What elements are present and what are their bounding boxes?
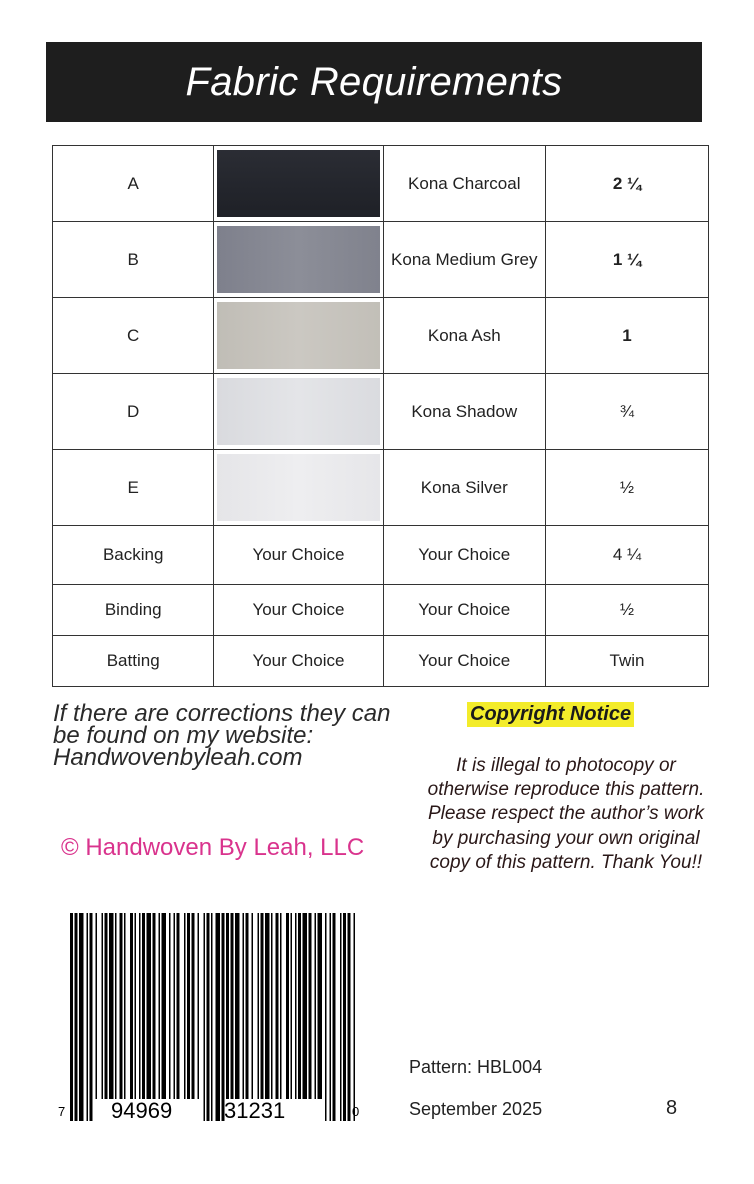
barcode-bar	[187, 913, 190, 1099]
page-title: Fabric Requirements	[185, 59, 563, 104]
barcode-bar	[139, 913, 141, 1099]
corrections-note: If there are corrections they can be found on my website: Handwovenbyleah.com	[53, 700, 391, 771]
barcode-bar	[271, 913, 273, 1099]
barcode-bar	[124, 913, 126, 1099]
barcode-bar	[309, 913, 312, 1099]
page-number: 8	[666, 1097, 678, 1119]
fabric-table	[52, 145, 709, 687]
barcode-bar	[295, 913, 297, 1099]
fabric-swatch	[217, 378, 379, 445]
barcode-bar	[318, 913, 323, 1099]
barcode-bar	[159, 913, 161, 1099]
barcode-bar	[105, 913, 108, 1099]
barcode-bar	[330, 913, 332, 1121]
barcode-bar	[333, 913, 336, 1121]
fabric-row	[53, 374, 709, 450]
barcode-bar	[207, 913, 210, 1121]
barcode-first-digit: 7	[58, 1104, 66, 1119]
row-name: Your Choice	[383, 636, 545, 687]
fabric-label: E	[53, 450, 214, 526]
barcode-bar	[235, 913, 240, 1099]
row-fabric: Your Choice	[214, 585, 383, 636]
fabric-amount: ½	[546, 450, 709, 526]
fabric-name: Kona Ash	[383, 298, 545, 374]
barcode-bar	[291, 913, 293, 1099]
barcode-last-digit: 0	[352, 1104, 360, 1119]
fabric-name: Kona Charcoal	[383, 146, 545, 222]
barcode-bar	[348, 913, 351, 1121]
barcode-bar	[252, 913, 254, 1099]
barcode-bar	[130, 913, 133, 1099]
fabric-row	[53, 298, 709, 374]
fabric-row	[53, 146, 709, 222]
barcode-bar	[174, 913, 176, 1099]
barcode-bar	[153, 913, 156, 1099]
barcode-bar	[192, 913, 195, 1099]
barcode-bar	[109, 913, 114, 1099]
pattern-number: Pattern: HBL004	[409, 1057, 543, 1077]
barcode-bar	[243, 913, 245, 1099]
barcode-bar	[265, 913, 270, 1099]
barcode-bar	[246, 913, 249, 1099]
barcode-bar	[96, 913, 98, 1099]
company-copyright: © Handwoven By Leah, LLC	[61, 834, 365, 861]
barcode-bar	[75, 913, 78, 1121]
barcode-bar	[204, 913, 206, 1121]
barcode-bar	[115, 913, 117, 1099]
barcode-bar	[120, 913, 123, 1099]
fabric-amount: 1 ¼	[546, 222, 709, 298]
barcode-bar	[343, 913, 346, 1121]
row-label: Binding	[53, 585, 214, 636]
barcode-bar	[298, 913, 301, 1099]
barcode-bar	[258, 913, 260, 1099]
requirement-row	[53, 585, 709, 636]
barcode-bar	[70, 913, 73, 1121]
publication-date: September 2025	[409, 1099, 543, 1119]
barcode-bar	[102, 913, 104, 1099]
fabric-amount: 2 ¼	[546, 146, 709, 222]
barcode	[54, 913, 366, 1125]
barcode-bar	[169, 913, 171, 1099]
fabric-label: D	[53, 374, 214, 450]
fabric-row	[53, 450, 709, 526]
barcode-bar	[142, 913, 145, 1099]
fabric-name: Kona Shadow	[383, 374, 545, 450]
barcode-bar	[286, 913, 289, 1099]
header-banner	[46, 42, 702, 122]
barcode-bar	[280, 913, 282, 1099]
copyright-notice-text: It is illegal to photocopy or otherwise reproduce this pattern. Please respect the author’s work by purchasing your own original copy of this pattern. Thank You!!	[427, 755, 705, 873]
fabric-label: C	[53, 298, 214, 374]
row-label: Batting	[53, 636, 214, 687]
barcode-bar	[315, 913, 317, 1099]
barcode-bar	[211, 913, 213, 1121]
fabric-swatch	[217, 150, 379, 217]
barcode-bar	[162, 913, 167, 1099]
row-label: Backing	[53, 526, 214, 585]
row-amount: ½	[546, 585, 709, 636]
barcode-bar	[354, 913, 356, 1121]
fabric-label: A	[53, 146, 214, 222]
barcode-left-digits: 94969	[111, 1098, 173, 1123]
copyright-title: Copyright Notice	[467, 702, 634, 727]
barcode-bar	[184, 913, 186, 1099]
barcode-bar	[325, 913, 327, 1121]
barcode-bar	[261, 913, 264, 1099]
barcode-bar	[90, 913, 93, 1121]
fabric-amount: 1	[546, 298, 709, 374]
requirement-row	[53, 526, 709, 585]
row-fabric: Your Choice	[214, 526, 383, 585]
fabric-name: Kona Silver	[383, 450, 545, 526]
barcode-bar	[222, 913, 225, 1121]
barcode-bar	[177, 913, 180, 1099]
barcode-bar	[276, 913, 279, 1099]
row-amount: 4 ¼	[546, 526, 709, 585]
fabric-row	[53, 222, 709, 298]
fabric-swatch	[217, 226, 379, 293]
barcode-bar	[198, 913, 200, 1099]
barcode-bar	[79, 913, 84, 1121]
fabric-swatch	[217, 302, 379, 369]
row-name: Your Choice	[383, 585, 545, 636]
barcode-bar	[135, 913, 137, 1099]
barcode-bar	[231, 913, 234, 1099]
barcode-bar	[303, 913, 308, 1099]
barcode-bar	[340, 913, 342, 1121]
row-fabric: Your Choice	[214, 636, 383, 687]
row-name: Your Choice	[383, 526, 545, 585]
barcode-right-digits: 31231	[224, 1098, 286, 1123]
barcode-bar	[226, 913, 229, 1099]
fabric-amount: ¾	[546, 374, 709, 450]
barcode-bar	[147, 913, 152, 1099]
fabric-label: B	[53, 222, 214, 298]
requirement-row	[53, 636, 709, 687]
barcode-bar	[87, 913, 89, 1121]
row-amount: Twin	[546, 636, 709, 687]
fabric-swatch	[217, 454, 379, 521]
fabric-name: Kona Medium Grey	[383, 222, 545, 298]
barcode-bar	[216, 913, 221, 1121]
